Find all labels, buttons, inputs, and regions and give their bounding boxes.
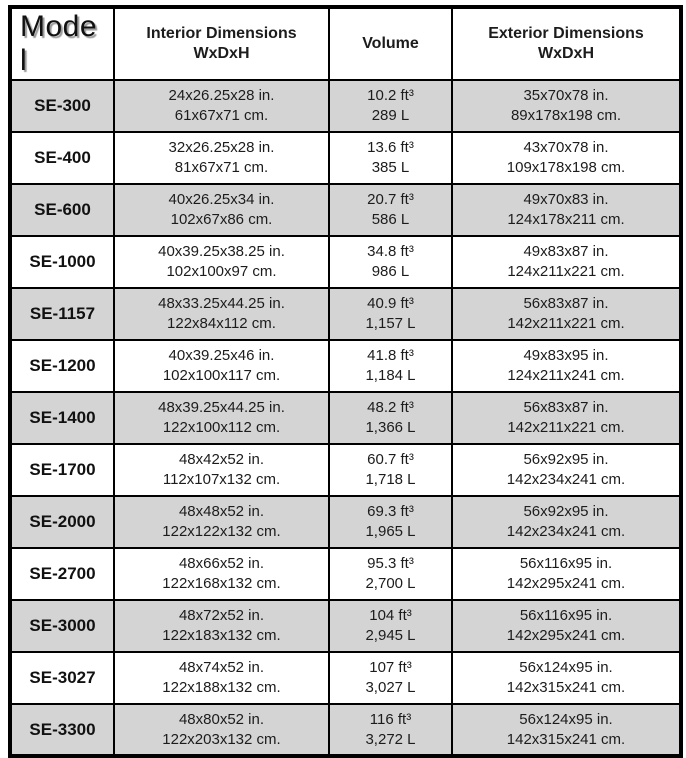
exterior-cm: 109x178x198 cm. bbox=[506, 159, 626, 176]
volume-liters: 289 L bbox=[371, 107, 410, 124]
table-row bbox=[10, 652, 681, 704]
volume-cubic-feet: 116 ft³ bbox=[369, 710, 412, 728]
model-spec-table bbox=[8, 5, 683, 758]
model-cell: SE-3027 bbox=[10, 652, 114, 704]
interior-cm: 122x168x132 cm. bbox=[162, 575, 281, 592]
volume-cell bbox=[329, 392, 452, 444]
exterior-cell bbox=[452, 132, 681, 184]
interior-inches: 48x33.25x44.25 in. bbox=[158, 295, 285, 313]
interior-cell bbox=[114, 392, 329, 444]
volume-cell bbox=[329, 236, 452, 288]
exterior-inches: 56x92x95 in. bbox=[523, 451, 609, 469]
table-row bbox=[10, 548, 681, 600]
exterior-cell bbox=[452, 548, 681, 600]
volume-cell bbox=[329, 184, 452, 236]
interior-header-title: Interior Dimensions bbox=[146, 25, 297, 42]
volume-liters: 986 L bbox=[371, 263, 410, 280]
exterior-inches: 35x70x78 in. bbox=[523, 87, 609, 105]
volume-liters: 1,718 L bbox=[365, 471, 416, 488]
interior-cm: 122x183x132 cm. bbox=[162, 627, 281, 644]
interior-inches: 24x26.25x28 in. bbox=[168, 87, 275, 105]
volume-column-header: Volume bbox=[329, 7, 452, 80]
interior-cm: 122x188x132 cm. bbox=[162, 679, 281, 696]
interior-cell bbox=[114, 444, 329, 496]
interior-cell bbox=[114, 496, 329, 548]
interior-cm: 102x67x86 cm. bbox=[170, 211, 273, 228]
exterior-header-sub: WxDxH bbox=[537, 45, 594, 62]
model-cell: SE-400 bbox=[10, 132, 114, 184]
volume-cubic-feet: 107 ft³ bbox=[369, 659, 412, 677]
volume-liters: 385 L bbox=[371, 159, 410, 176]
volume-liters: 3,272 L bbox=[365, 730, 416, 748]
exterior-cell bbox=[452, 236, 681, 288]
exterior-cm: 142x234x241 cm. bbox=[506, 471, 626, 488]
exterior-dimensions-column-header bbox=[452, 7, 681, 80]
volume-cubic-feet: 40.9 ft³ bbox=[367, 295, 414, 313]
model-cell: SE-600 bbox=[10, 184, 114, 236]
volume-cubic-feet: 13.6 ft³ bbox=[367, 139, 414, 157]
exterior-cell bbox=[452, 184, 681, 236]
header-row bbox=[10, 7, 681, 80]
exterior-cell bbox=[452, 496, 681, 548]
exterior-inches: 56x83x87 in. bbox=[523, 295, 609, 313]
exterior-cell bbox=[452, 392, 681, 444]
volume-liters: 2,700 L bbox=[365, 575, 416, 592]
model-cell: SE-2700 bbox=[10, 548, 114, 600]
exterior-header-title: Exterior Dimensions bbox=[488, 25, 644, 42]
exterior-cm: 124x211x221 cm. bbox=[507, 263, 625, 280]
exterior-cm: 142x315x241 cm. bbox=[506, 730, 626, 748]
interior-inches: 48x74x52 in. bbox=[178, 659, 265, 677]
volume-cubic-feet: 10.2 ft³ bbox=[367, 87, 414, 105]
interior-inches: 48x72x52 in. bbox=[178, 607, 265, 625]
volume-cubic-feet: 34.8 ft³ bbox=[367, 243, 414, 261]
exterior-inches: 56x83x87 in. bbox=[523, 399, 609, 417]
volume-cell bbox=[329, 548, 452, 600]
exterior-cell bbox=[452, 340, 681, 392]
volume-liters: 586 L bbox=[371, 211, 410, 228]
interior-cell bbox=[114, 184, 329, 236]
volume-cubic-feet: 41.8 ft³ bbox=[367, 347, 414, 365]
volume-cubic-feet: 104 ft³ bbox=[369, 607, 412, 625]
exterior-inches: 56x124x95 in. bbox=[519, 710, 613, 728]
interior-inches: 40x39.25x46 in. bbox=[168, 347, 275, 365]
table-row bbox=[10, 80, 681, 132]
interior-inches: 48x80x52 in. bbox=[178, 710, 265, 728]
volume-liters: 1,965 L bbox=[365, 523, 416, 540]
exterior-inches: 49x83x87 in. bbox=[523, 243, 609, 261]
interior-dimensions-column-header bbox=[114, 7, 329, 80]
exterior-inches: 56x124x95 in. bbox=[519, 659, 613, 677]
exterior-inches: 56x116x95 in. bbox=[519, 607, 613, 625]
interior-cell bbox=[114, 80, 329, 132]
interior-cm: 61x67x71 cm. bbox=[174, 107, 269, 124]
interior-cell bbox=[114, 600, 329, 652]
volume-liters: 2,945 L bbox=[365, 627, 416, 644]
model-column-header: Mode l bbox=[10, 7, 114, 80]
exterior-inches: 49x70x83 in. bbox=[523, 191, 609, 209]
exterior-inches: 56x116x95 in. bbox=[519, 555, 613, 573]
model-cell: SE-1700 bbox=[10, 444, 114, 496]
interior-inches: 48x66x52 in. bbox=[178, 555, 265, 573]
volume-cubic-feet: 60.7 ft³ bbox=[367, 451, 414, 469]
table-row bbox=[10, 340, 681, 392]
model-cell: SE-3000 bbox=[10, 600, 114, 652]
volume-cubic-feet: 20.7 ft³ bbox=[367, 191, 414, 209]
table-row bbox=[10, 184, 681, 236]
interior-cm: 122x122x132 cm. bbox=[162, 523, 281, 540]
interior-cell bbox=[114, 236, 329, 288]
model-cell: SE-1400 bbox=[10, 392, 114, 444]
exterior-cm: 124x178x211 cm. bbox=[507, 211, 625, 228]
exterior-cm: 89x178x198 cm. bbox=[510, 107, 622, 124]
exterior-cell bbox=[452, 600, 681, 652]
table-row bbox=[10, 288, 681, 340]
volume-cell bbox=[329, 652, 452, 704]
exterior-cm: 124x211x241 cm. bbox=[507, 367, 625, 384]
volume-liters: 1,184 L bbox=[365, 367, 416, 384]
exterior-cell bbox=[452, 652, 681, 704]
volume-cell bbox=[329, 704, 452, 756]
exterior-inches: 56x92x95 in. bbox=[523, 503, 609, 521]
exterior-cm: 142x211x221 cm. bbox=[507, 315, 625, 332]
table-row bbox=[10, 236, 681, 288]
interior-cell bbox=[114, 340, 329, 392]
exterior-cell bbox=[452, 288, 681, 340]
exterior-cm: 142x295x241 cm. bbox=[506, 627, 626, 644]
interior-inches: 48x48x52 in. bbox=[178, 503, 265, 521]
exterior-cm: 142x211x221 cm. bbox=[507, 419, 625, 436]
volume-cell bbox=[329, 340, 452, 392]
volume-cell bbox=[329, 444, 452, 496]
volume-cell bbox=[329, 132, 452, 184]
interior-cell bbox=[114, 652, 329, 704]
volume-cell bbox=[329, 496, 452, 548]
interior-cm: 81x67x71 cm. bbox=[174, 159, 269, 176]
model-cell: SE-300 bbox=[10, 80, 114, 132]
interior-cm: 122x100x112 cm. bbox=[162, 419, 281, 436]
exterior-inches: 49x83x95 in. bbox=[523, 347, 609, 365]
volume-cell bbox=[329, 80, 452, 132]
exterior-cm: 142x234x241 cm. bbox=[506, 523, 626, 540]
volume-cubic-feet: 48.2 ft³ bbox=[367, 399, 414, 417]
volume-cell bbox=[329, 600, 452, 652]
interior-cell bbox=[114, 704, 329, 756]
interior-inches: 48x39.25x44.25 in. bbox=[158, 399, 285, 417]
exterior-cm: 142x295x241 cm. bbox=[506, 575, 626, 592]
interior-cell bbox=[114, 132, 329, 184]
exterior-cell bbox=[452, 704, 681, 756]
model-cell: SE-1000 bbox=[10, 236, 114, 288]
interior-cm: 102x100x117 cm. bbox=[162, 367, 281, 384]
interior-cm: 122x84x112 cm. bbox=[167, 315, 276, 332]
volume-liters: 1,157 L bbox=[365, 315, 416, 332]
interior-cm: 112x107x132 cm. bbox=[162, 471, 281, 488]
interior-cm: 122x203x132 cm. bbox=[162, 730, 281, 748]
volume-cubic-feet: 95.3 ft³ bbox=[367, 555, 414, 573]
volume-cubic-feet: 69.3 ft³ bbox=[367, 503, 414, 521]
table-row bbox=[10, 600, 681, 652]
table-row bbox=[10, 392, 681, 444]
model-cell: SE-1157 bbox=[10, 288, 114, 340]
volume-liters: 3,027 L bbox=[365, 679, 416, 696]
interior-header-sub: WxDxH bbox=[193, 45, 250, 62]
interior-inches: 48x42x52 in. bbox=[178, 451, 265, 469]
interior-inches: 40x26.25x34 in. bbox=[168, 191, 275, 209]
interior-inches: 40x39.25x38.25 in. bbox=[158, 243, 285, 261]
table-row bbox=[10, 444, 681, 496]
exterior-cell bbox=[452, 80, 681, 132]
table-row bbox=[10, 132, 681, 184]
table-row bbox=[10, 496, 681, 548]
exterior-inches: 43x70x78 in. bbox=[523, 139, 609, 157]
interior-cell bbox=[114, 548, 329, 600]
model-cell: SE-3300 bbox=[10, 704, 114, 756]
exterior-cm: 142x315x241 cm. bbox=[506, 679, 626, 696]
volume-cell bbox=[329, 288, 452, 340]
model-cell: SE-2000 bbox=[10, 496, 114, 548]
volume-liters: 1,366 L bbox=[365, 419, 416, 436]
interior-cm: 102x100x97 cm. bbox=[166, 263, 277, 280]
exterior-cell bbox=[452, 444, 681, 496]
interior-cell bbox=[114, 288, 329, 340]
model-cell: SE-1200 bbox=[10, 340, 114, 392]
interior-inches: 32x26.25x28 in. bbox=[168, 139, 275, 157]
table-row bbox=[10, 704, 681, 756]
